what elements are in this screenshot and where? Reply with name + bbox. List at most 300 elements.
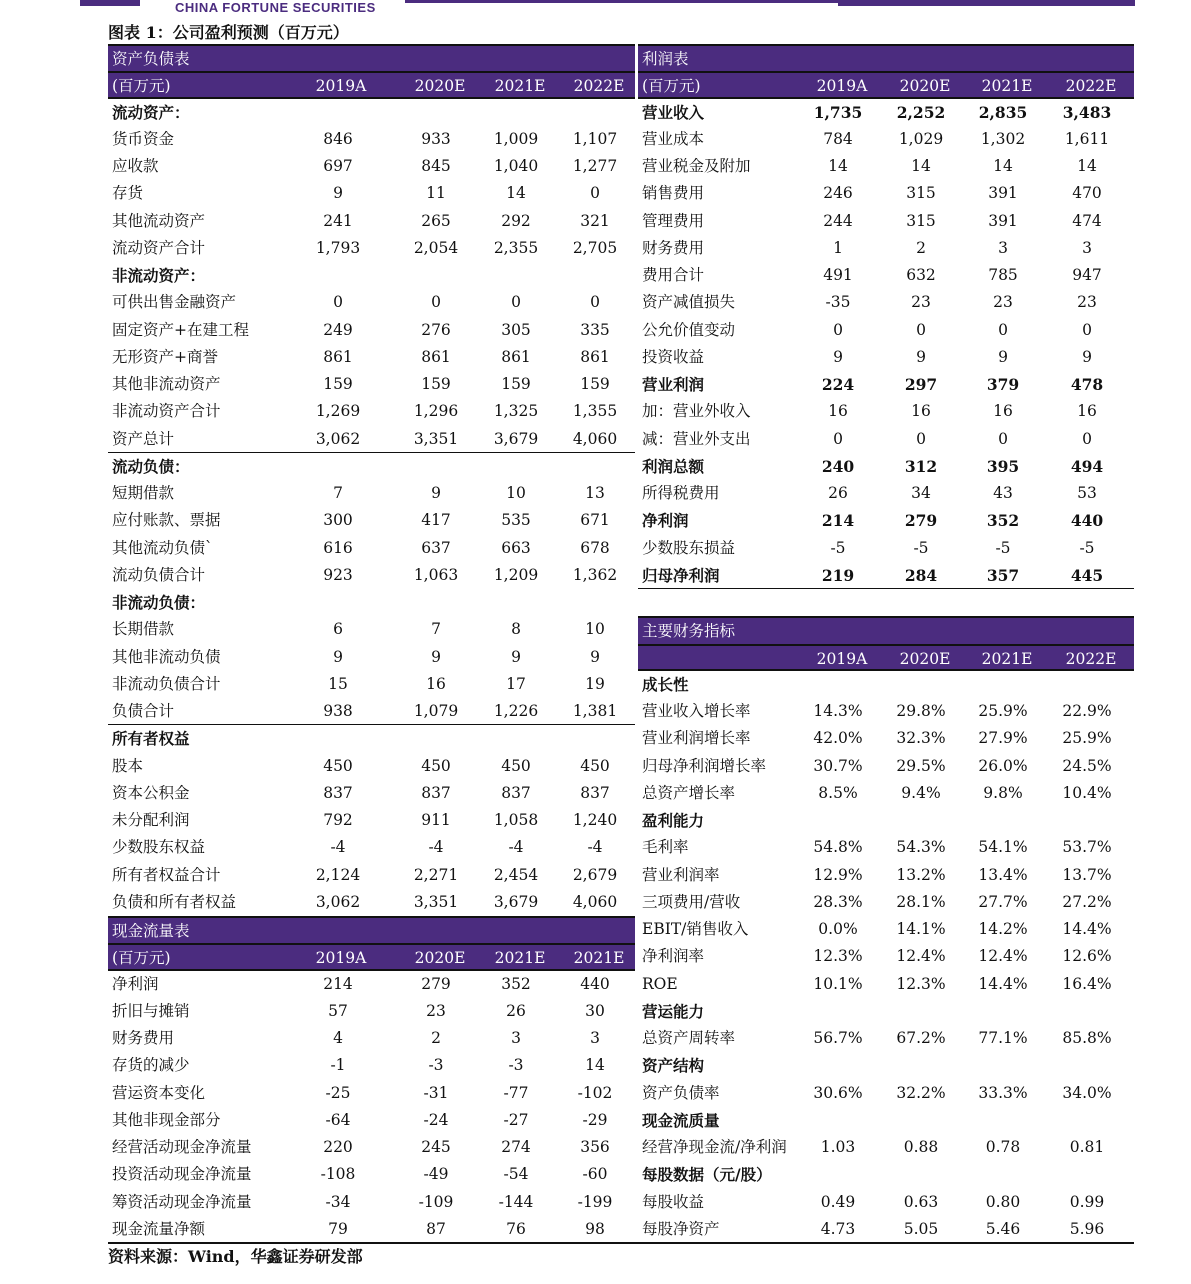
- cell-value: 7: [333, 484, 343, 502]
- table-header-row: [108, 943, 635, 970]
- cell-value: 12.4%: [978, 947, 1028, 966]
- table-row: [108, 344, 635, 371]
- section-row: [638, 671, 1134, 698]
- row-label: 财务费用: [642, 238, 705, 257]
- cell-value: 445: [1070, 565, 1104, 585]
- row-label: 非流动资产合计: [112, 402, 221, 421]
- cell-value: 214: [821, 511, 855, 531]
- row-label: 盈利能力: [642, 811, 705, 830]
- cell-value: 2020E: [899, 77, 951, 96]
- table-row: [108, 807, 635, 834]
- cell-value: 3,351: [413, 429, 459, 448]
- row-label: 净利润: [642, 511, 689, 531]
- cell-value: -102: [577, 1083, 613, 1102]
- cell-value: 5.46: [985, 1219, 1021, 1238]
- table-row: [108, 834, 635, 861]
- cell-value: 14.2%: [978, 920, 1028, 938]
- cell-value: 300: [323, 511, 353, 530]
- row-label: 现金流量净额: [112, 1219, 206, 1238]
- cell-value: 1,793: [315, 238, 361, 257]
- row-label: 减：营业外支出: [642, 429, 751, 448]
- cell-value: 9: [333, 647, 343, 666]
- source-note: 资料来源：Wind，华鑫证券研发部: [108, 1247, 363, 1266]
- row-label: 资产结构: [642, 1056, 705, 1076]
- cell-value: 785: [988, 266, 1018, 284]
- table-row: [108, 616, 635, 643]
- cell-value: 8: [511, 620, 521, 639]
- cell-value: 2,679: [572, 865, 618, 884]
- table-row: [638, 889, 1134, 916]
- cell-value: 315: [906, 211, 936, 230]
- cell-value: 2,835: [978, 102, 1028, 122]
- table-row: [108, 1107, 635, 1134]
- cell-value: 77.1%: [978, 1029, 1028, 1047]
- cell-value: 14.1%: [896, 920, 946, 938]
- cell-value: 159: [580, 375, 610, 393]
- row-label: 筹资活动现金净流量: [112, 1192, 252, 1211]
- table-row: [638, 698, 1134, 725]
- cell-value: 9: [998, 347, 1008, 366]
- table-row: [638, 235, 1134, 262]
- table-row: [108, 1052, 635, 1079]
- cell-value: 29.5%: [896, 756, 946, 775]
- section-row: [108, 589, 635, 616]
- cell-value: 837: [580, 783, 610, 802]
- table-row: [108, 1161, 635, 1188]
- cell-value: -25: [325, 1083, 351, 1102]
- row-label: 成长性: [642, 674, 689, 694]
- row-label: 总资产增长率: [642, 783, 736, 802]
- row-label: 无形资产+商誉: [112, 347, 218, 366]
- cell-value: 159: [421, 375, 451, 393]
- cell-value: 7: [431, 620, 441, 639]
- logo-block: [80, 0, 140, 6]
- row-label: 长期借款: [112, 620, 175, 639]
- cell-value: 1,029: [898, 129, 944, 148]
- table-row: [638, 317, 1134, 344]
- cell-value: -5: [913, 538, 929, 557]
- row-label: 经营净现金流/净利润: [642, 1138, 787, 1156]
- cell-value: 98: [585, 1219, 605, 1238]
- table-row: [638, 753, 1134, 780]
- cell-value: 632: [906, 266, 936, 284]
- row-label: 每股收益: [642, 1192, 705, 1211]
- table-row: [108, 862, 635, 889]
- cell-value: 34: [911, 484, 931, 502]
- row-label: 负债和所有者权益: [112, 892, 237, 911]
- cell-value: 32.3%: [896, 729, 946, 748]
- cell-value: 10.1%: [813, 974, 863, 993]
- section-row: [108, 453, 635, 480]
- cell-value: 1,107: [572, 129, 618, 148]
- row-label: 固定资产+在建工程: [112, 320, 249, 339]
- table-row: [108, 208, 635, 235]
- table-header-row: [638, 644, 1134, 671]
- cell-value: 671: [580, 511, 610, 530]
- cell-value: 1,296: [413, 402, 459, 421]
- section-row: [638, 1107, 1134, 1134]
- cell-value: 0: [431, 293, 441, 312]
- cell-value: 3,679: [493, 429, 539, 448]
- cell-value: 14: [993, 157, 1013, 175]
- cell-value: 25.9%: [1062, 729, 1112, 748]
- table-row: [638, 971, 1134, 998]
- cell-value: 356: [580, 1138, 610, 1156]
- cell-value: 274: [501, 1138, 531, 1156]
- cell-value: 9: [431, 484, 441, 502]
- cell-value: 265: [421, 211, 451, 230]
- brand-name: CHINA FORTUNE SECURITIES: [172, 1, 379, 15]
- table-row: [638, 834, 1134, 861]
- cell-value: 1,058: [493, 811, 539, 829]
- cell-value: 335: [580, 320, 610, 339]
- cell-value: -77: [503, 1083, 529, 1102]
- table-row: [108, 153, 635, 180]
- table-row: [638, 208, 1134, 235]
- cell-value: 34.0%: [1062, 1083, 1112, 1102]
- cell-value: -60: [582, 1165, 608, 1184]
- row-label: 应收款: [112, 157, 159, 175]
- cell-value: 678: [580, 538, 610, 557]
- row-label: 资产负债率: [642, 1083, 720, 1102]
- table-row: [108, 780, 635, 807]
- row-label: 股本: [112, 756, 144, 775]
- cell-value: 28.3%: [813, 892, 863, 911]
- cell-value: 16: [911, 402, 931, 421]
- cell-value: 1,040: [493, 157, 539, 175]
- cell-value: 159: [501, 375, 531, 393]
- cell-value: 2021E: [494, 77, 546, 96]
- cell-value: 17: [506, 674, 526, 693]
- cell-value: 0.78: [985, 1138, 1021, 1156]
- section-row: [638, 998, 1134, 1025]
- cell-value: 1,269: [315, 402, 361, 421]
- row-label: 资产总计: [112, 429, 175, 448]
- table-row: [108, 126, 635, 153]
- cell-value: 4,060: [572, 429, 618, 448]
- table-row: [638, 535, 1134, 562]
- table-row: [638, 153, 1134, 180]
- cell-value: 2021E: [981, 649, 1033, 668]
- cell-value: 663: [501, 538, 531, 557]
- cell-value: -1: [330, 1056, 346, 1075]
- cell-value: 6: [333, 620, 343, 639]
- cell-value: 440: [580, 974, 610, 993]
- cell-value: 9: [833, 347, 843, 366]
- cell-value: 0.63: [903, 1192, 939, 1211]
- cell-value: 276: [421, 320, 451, 339]
- cell-value: 637: [421, 538, 451, 557]
- cell-value: -5: [830, 538, 846, 557]
- cell-value: 14.3%: [813, 702, 863, 720]
- cell-value: -4: [330, 838, 346, 857]
- cell-value: 30.6%: [813, 1083, 863, 1102]
- cell-value: 0.80: [985, 1192, 1021, 1211]
- cell-value: 284: [904, 565, 938, 585]
- row-label: 折旧与摊销: [112, 1001, 190, 1020]
- cell-value: 1.03: [820, 1138, 856, 1156]
- cell-value: 9: [590, 647, 600, 666]
- cell-value: -4: [508, 838, 524, 857]
- cell-value: 845: [421, 157, 451, 175]
- cell-value: 2020E: [414, 949, 466, 968]
- table-row: [638, 180, 1134, 207]
- row-label: 资产负债表: [112, 50, 190, 68]
- cell-value: 938: [323, 702, 353, 720]
- cell-value: 846: [323, 129, 353, 148]
- cell-value: 395: [986, 456, 1020, 476]
- table-row: [638, 480, 1134, 507]
- cell-value: 0: [590, 293, 600, 312]
- cell-value: -35: [825, 293, 851, 312]
- cell-value: 0.99: [1069, 1192, 1105, 1211]
- cell-value: 9: [1082, 347, 1092, 366]
- cell-value: -64: [325, 1110, 351, 1129]
- cell-value: 2019A: [315, 949, 367, 968]
- cell-value: 352: [501, 974, 531, 993]
- cell-value: 16: [993, 402, 1013, 421]
- row-label: 营业成本: [642, 129, 705, 148]
- cell-value: 23: [993, 293, 1013, 312]
- cell-value: -49: [423, 1165, 449, 1184]
- row-label: 可供出售金融资产: [112, 293, 237, 312]
- cell-value: 450: [501, 756, 531, 775]
- cell-value: 9: [431, 647, 441, 666]
- row-label: 负债合计: [112, 702, 175, 720]
- cell-value: 9.8%: [983, 783, 1023, 802]
- row-label: 非流动资产：: [112, 266, 206, 285]
- cell-value: 12.6%: [1062, 947, 1112, 966]
- cell-value: 9: [916, 347, 926, 366]
- cell-value: 11: [426, 184, 446, 203]
- cell-value: 13.4%: [978, 865, 1028, 884]
- cell-value: 1,325: [493, 402, 539, 421]
- cell-value: 85.8%: [1062, 1029, 1112, 1047]
- cell-value: -3: [428, 1056, 444, 1075]
- cell-value: 246: [823, 184, 853, 203]
- cell-value: -5: [995, 538, 1011, 557]
- row-label: (百万元): [112, 77, 171, 96]
- cell-value: 224: [821, 375, 855, 394]
- row-label: 每股数据（元/股）: [642, 1165, 772, 1185]
- cell-value: 32.2%: [896, 1083, 946, 1102]
- cell-value: 42.0%: [813, 729, 863, 748]
- row-label: 流动资产合计: [112, 238, 206, 257]
- table-row: [638, 126, 1134, 153]
- cell-value: 2: [916, 238, 926, 257]
- cell-value: 279: [421, 974, 451, 993]
- cell-value: 27.9%: [978, 729, 1028, 748]
- cell-value: 391: [988, 184, 1018, 203]
- row-label: 营业税金及附加: [642, 157, 751, 175]
- table-row: [108, 1080, 635, 1107]
- cell-value: 0: [916, 320, 926, 339]
- row-label: 管理费用: [642, 211, 705, 230]
- cell-value: 13.7%: [1062, 865, 1112, 884]
- table-row: [638, 780, 1134, 807]
- cell-value: 16.4%: [1062, 974, 1112, 993]
- row-label: 资本公积金: [112, 783, 190, 802]
- cell-value: 315: [906, 184, 936, 203]
- cell-value: 14: [911, 157, 931, 175]
- cell-value: -31: [423, 1083, 449, 1102]
- cell-value: 22.9%: [1062, 702, 1112, 720]
- cell-value: 2019A: [315, 77, 367, 96]
- row-label: 主要财务指标: [642, 622, 736, 641]
- cell-value: 159: [323, 375, 353, 393]
- row-label: 现金流量表: [112, 922, 190, 940]
- table-row: [638, 943, 1134, 970]
- row-label: 其他流动负债`: [112, 538, 213, 557]
- cell-value: 0: [833, 429, 843, 448]
- table-row: [638, 1189, 1134, 1216]
- cell-value: 0.81: [1069, 1138, 1105, 1156]
- row-label: 流动资产：: [112, 102, 190, 122]
- cell-value: 2: [431, 1029, 441, 1047]
- row-label: 应付账款、票据: [112, 511, 221, 530]
- table-title-row: [638, 616, 1134, 643]
- cell-value: 10: [585, 620, 605, 639]
- table-title-row: [638, 44, 1134, 71]
- cell-value: 3,062: [315, 429, 361, 448]
- cell-value: 2021E: [573, 949, 625, 968]
- row-label: 所有者权益合计: [112, 865, 221, 884]
- cell-value: -27: [503, 1110, 529, 1129]
- row-label: 非流动负债合计: [112, 674, 221, 693]
- table-row: [108, 1134, 635, 1161]
- section-row: [638, 453, 1134, 480]
- cell-value: 0.88: [903, 1138, 939, 1156]
- cell-value: 25.9%: [978, 702, 1028, 720]
- cell-value: 10.4%: [1062, 783, 1112, 802]
- cell-value: 0: [998, 429, 1008, 448]
- row-label: 净利润: [112, 974, 159, 993]
- cell-value: 0.49: [820, 1192, 856, 1211]
- row-label: 营业收入: [642, 102, 705, 122]
- row-label: 营业收入增长率: [642, 702, 751, 720]
- table-row: [108, 971, 635, 998]
- cell-value: 5.96: [1069, 1219, 1105, 1238]
- cell-value: 14: [828, 157, 848, 175]
- cell-value: 352: [986, 511, 1020, 531]
- table-row: [108, 398, 635, 425]
- table-row: [108, 480, 635, 507]
- table-row: [108, 507, 635, 534]
- cell-value: 220: [323, 1138, 353, 1156]
- table-row: [108, 426, 635, 453]
- cell-value: 23: [911, 293, 931, 312]
- cell-value: 56.7%: [813, 1029, 863, 1047]
- cell-value: 12.3%: [896, 974, 946, 993]
- cell-value: -24: [423, 1110, 449, 1129]
- cell-value: 947: [1072, 266, 1102, 284]
- row-label: 存货的减少: [112, 1056, 190, 1075]
- cell-value: 3,062: [315, 892, 361, 911]
- spacer-row: [638, 589, 1134, 616]
- cell-value: 54.8%: [813, 838, 863, 857]
- cell-value: 933: [421, 129, 451, 148]
- cell-value: 87: [426, 1219, 446, 1238]
- cell-value: 14.4%: [978, 974, 1028, 993]
- cell-value: 4: [333, 1029, 343, 1047]
- cell-value: 321: [580, 211, 610, 230]
- cell-value: 26: [828, 484, 848, 502]
- table-row: [638, 1025, 1134, 1052]
- row-label: 流动负债合计: [112, 565, 206, 584]
- cell-value: 297: [904, 375, 938, 394]
- cell-value: 0: [1082, 320, 1092, 339]
- section-row: [638, 562, 1134, 589]
- row-label: (百万元): [642, 77, 701, 96]
- cell-value: 417: [421, 511, 451, 530]
- cell-value: 245: [421, 1138, 451, 1156]
- cell-value: -4: [587, 838, 603, 857]
- cell-value: 13: [585, 484, 605, 502]
- cell-value: -4: [428, 838, 444, 857]
- cell-value: 474: [1072, 211, 1102, 230]
- section-row: [638, 507, 1134, 534]
- cell-value: 1,209: [493, 565, 539, 584]
- cell-value: 0: [998, 320, 1008, 339]
- cell-value: 27.7%: [978, 892, 1028, 911]
- cell-value: 10: [506, 484, 526, 502]
- row-label: 费用合计: [642, 266, 705, 284]
- cell-value: 2,355: [493, 238, 539, 257]
- cell-value: 2,124: [315, 865, 361, 884]
- cell-value: 0: [511, 293, 521, 312]
- cell-value: 3,483: [1062, 102, 1112, 122]
- cell-value: -29: [582, 1110, 608, 1129]
- cell-value: 1,277: [572, 157, 618, 175]
- cell-value: 3: [998, 238, 1008, 257]
- cell-value: 79: [328, 1219, 348, 1238]
- row-label: 投资活动现金净流量: [112, 1165, 252, 1184]
- row-label: 其他非现金部分: [112, 1110, 221, 1129]
- cell-value: -5: [1079, 538, 1095, 557]
- cell-value: 13.2%: [896, 865, 946, 884]
- cell-value: 1,611: [1064, 129, 1110, 148]
- row-label: 资产减值损失: [642, 293, 736, 312]
- row-label: 净利润率: [642, 947, 705, 966]
- cell-value: 0.0%: [818, 920, 858, 938]
- cell-value: 1,362: [572, 565, 618, 584]
- row-label: 营运资本变化: [112, 1083, 206, 1102]
- cell-value: 2,054: [413, 238, 459, 257]
- cell-value: 0: [833, 320, 843, 339]
- row-label: 其他非流动资产: [112, 375, 221, 393]
- row-label: 总资产周转率: [642, 1029, 736, 1047]
- cell-value: 923: [323, 565, 353, 584]
- row-label: 流动负债：: [112, 456, 190, 476]
- section-row: [638, 99, 1134, 126]
- cell-value: 1,735: [813, 102, 863, 122]
- cell-value: 861: [580, 347, 610, 366]
- cell-value: 2020E: [899, 649, 951, 668]
- row-label: 其他非流动负债: [112, 647, 221, 666]
- cell-value: 911: [421, 811, 451, 829]
- table-row: [108, 1025, 635, 1052]
- cell-value: -108: [320, 1165, 356, 1184]
- row-label: 经营活动现金净流量: [112, 1138, 252, 1156]
- cell-value: 697: [323, 157, 353, 175]
- cell-value: 240: [821, 456, 855, 476]
- cell-value: 491: [823, 266, 853, 284]
- table-header-row: [638, 71, 1134, 98]
- cell-value: 26: [506, 1001, 526, 1020]
- table-row: [638, 1134, 1134, 1161]
- row-label: 少数股东损益: [642, 538, 736, 557]
- cell-value: 3: [590, 1029, 600, 1047]
